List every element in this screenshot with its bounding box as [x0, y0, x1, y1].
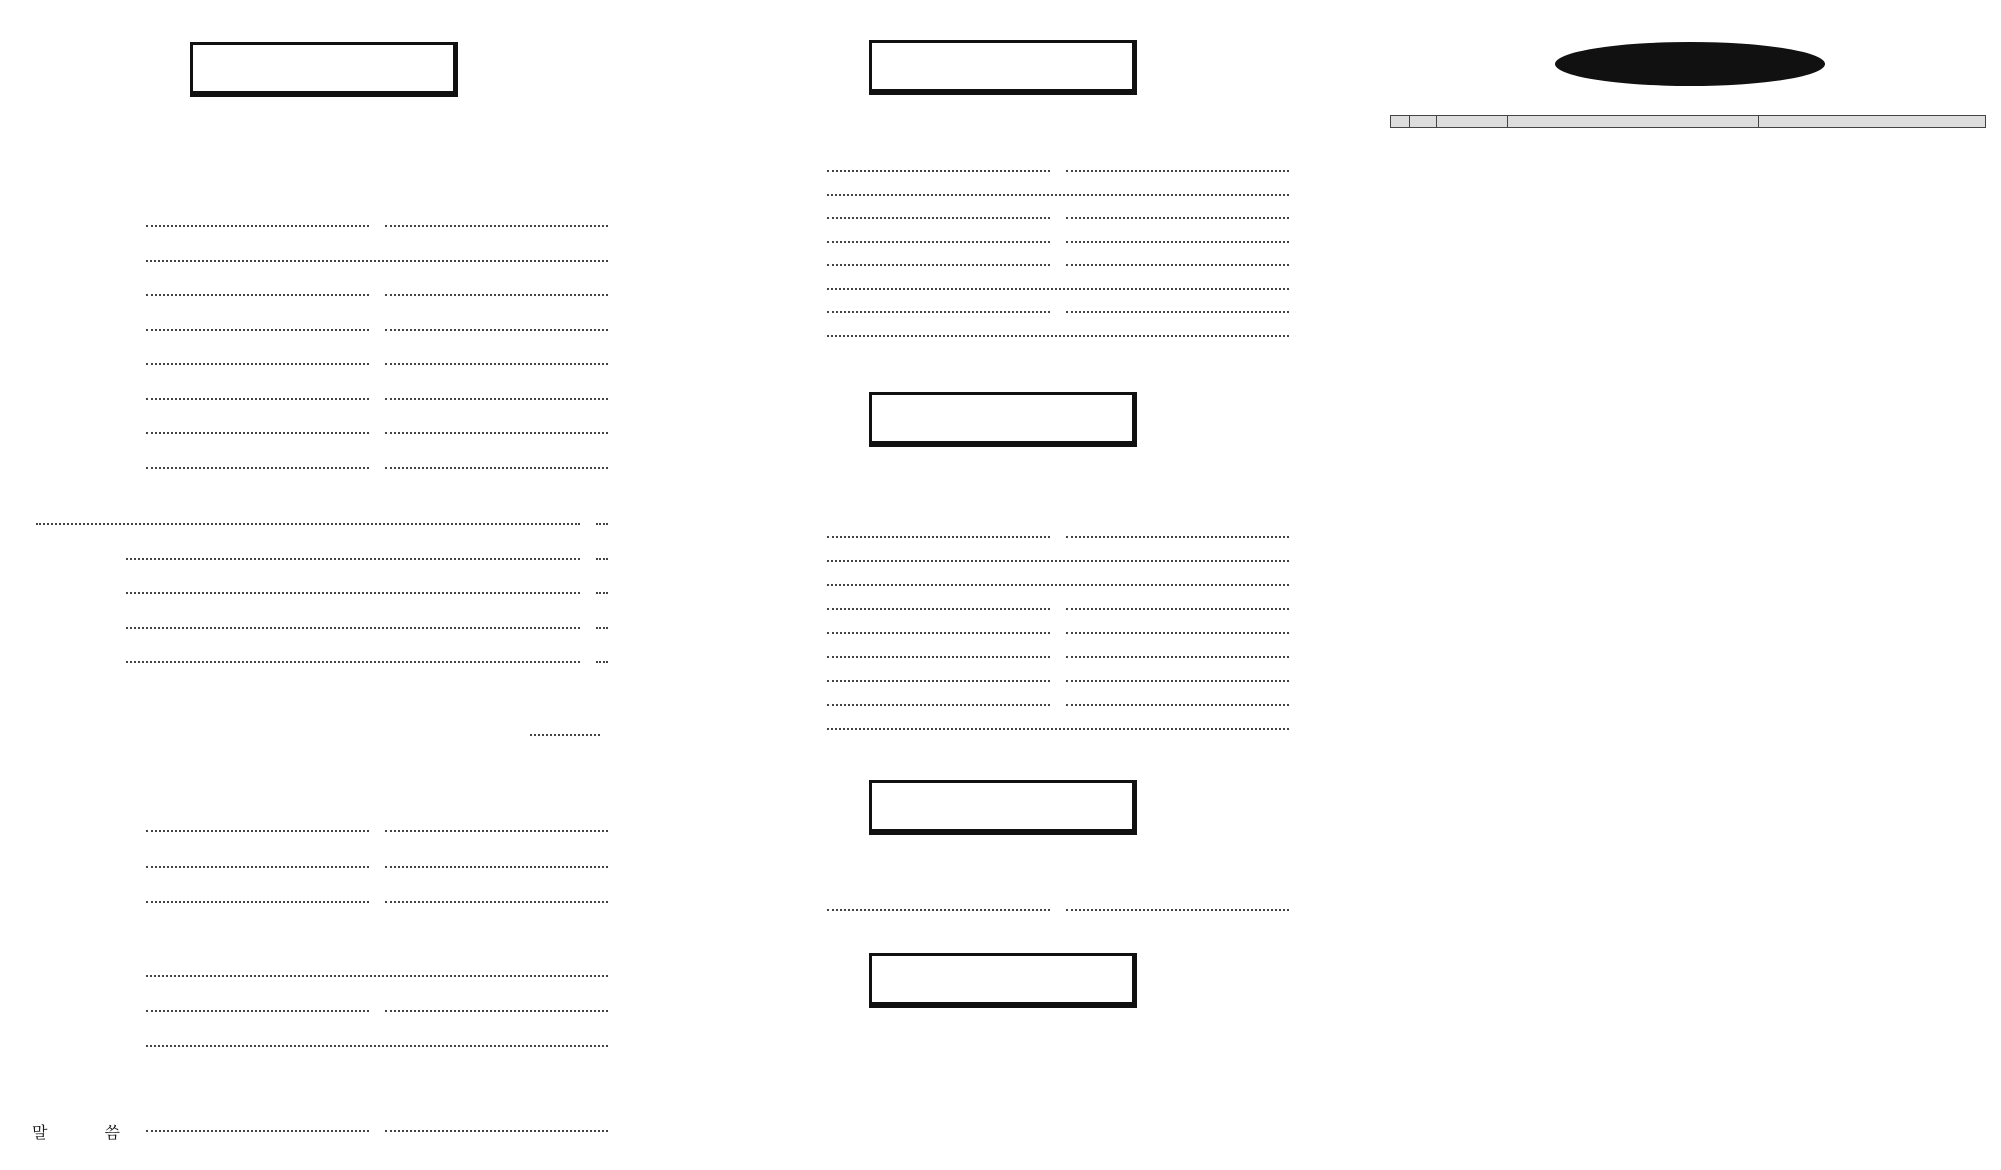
- leader-dots: [1066, 217, 1289, 219]
- leader-dots: [596, 661, 608, 663]
- leader-dots: [146, 975, 608, 977]
- order-row: [713, 620, 1293, 646]
- order-row: [713, 668, 1293, 694]
- leader-dots: [827, 632, 1050, 634]
- leader-dots: [146, 1010, 369, 1012]
- leader-dots: [385, 225, 608, 227]
- leader-dots: [827, 728, 1289, 730]
- youth-header: [32, 1088, 612, 1114]
- anthem-row: [32, 511, 612, 537]
- wed-title: [869, 392, 1137, 447]
- order-row: [713, 205, 1293, 231]
- leader-dots: [596, 558, 608, 560]
- leader-dots: [385, 329, 608, 331]
- anthem-row: [32, 649, 612, 675]
- order-row: [713, 692, 1293, 718]
- leader-dots: [827, 680, 1050, 682]
- leader-dots: [385, 294, 608, 296]
- order-row: [713, 897, 1293, 923]
- sunday-title: [190, 42, 458, 97]
- order-row: [32, 351, 612, 377]
- leader-dots: [1066, 264, 1289, 266]
- order-row: [713, 524, 1293, 550]
- leader-dots: [596, 592, 608, 594]
- order-row: [713, 158, 1293, 184]
- leader-dots: [146, 398, 369, 400]
- header-part: [1391, 116, 1410, 128]
- leader-dots: [1066, 704, 1289, 706]
- anthem-row: [32, 580, 612, 606]
- sermon-row: [32, 722, 612, 748]
- leader-dots: [146, 329, 369, 331]
- leader-dots: [827, 217, 1050, 219]
- leader-dots: [596, 523, 608, 525]
- friday-date: [713, 1058, 1293, 1084]
- order-row: [713, 276, 1293, 302]
- leader-dots: [385, 398, 608, 400]
- header-place: [1437, 116, 1508, 128]
- leader-dots: [126, 661, 580, 663]
- leader-dots: [1066, 909, 1289, 911]
- leader-dots: [827, 560, 1289, 562]
- leader-dots: [827, 288, 1289, 290]
- leader-dots: [126, 558, 580, 560]
- order-row: [713, 644, 1293, 670]
- leader-dots: [126, 592, 580, 594]
- leader-dots: [146, 225, 369, 227]
- leader-dots: [146, 432, 369, 434]
- leader-dots: [1066, 632, 1289, 634]
- friday-title: [869, 953, 1137, 1008]
- leader-dots: [827, 264, 1050, 266]
- leader-dots: [827, 170, 1050, 172]
- header-offering: [1508, 116, 1759, 128]
- leader-dots: [827, 656, 1050, 658]
- youth-sermon-label: 말 씀: [32, 1122, 122, 1142]
- order-row: [713, 548, 1293, 574]
- header-usher: [1759, 116, 1986, 128]
- order-row: [32, 248, 612, 274]
- order-row: [32, 213, 612, 239]
- dawn-time: [713, 870, 1293, 896]
- leader-dots: [1066, 680, 1289, 682]
- order-row: [713, 716, 1293, 742]
- order-row: [32, 1033, 612, 1059]
- order-row: [713, 182, 1293, 208]
- order-row: [32, 818, 612, 844]
- leader-dots: [827, 335, 1289, 337]
- order-row: [32, 854, 612, 880]
- leader-dots: [827, 536, 1050, 538]
- anthem-row: [32, 546, 612, 572]
- leader-dots: [146, 467, 369, 469]
- order-row: [32, 420, 612, 446]
- leader-dots: [827, 194, 1289, 196]
- leader-dots: [1066, 608, 1289, 610]
- leader-dots: [385, 363, 608, 365]
- leader-dots: [385, 901, 608, 903]
- anthem-row: [32, 615, 612, 641]
- leader-dots: [36, 523, 580, 525]
- leader-dots: [126, 627, 580, 629]
- order-row: [713, 299, 1293, 325]
- leader-dots: [146, 1045, 608, 1047]
- leader-dots: [385, 1010, 608, 1012]
- leader-dots: [385, 830, 608, 832]
- leader-dots: [596, 627, 608, 629]
- dawn-title: [869, 780, 1137, 835]
- order-row: [32, 317, 612, 343]
- officers-title: [1555, 42, 1825, 86]
- order-row: [713, 596, 1293, 622]
- order-row: [32, 282, 612, 308]
- order-row: [713, 252, 1293, 278]
- order-row: [32, 998, 612, 1024]
- leader-dots: [146, 830, 369, 832]
- leader-dots: [385, 432, 608, 434]
- youth-sermon-row: [32, 1118, 612, 1144]
- order-row: [32, 455, 612, 481]
- leader-dots: [1066, 241, 1289, 243]
- leader-dots: [827, 608, 1050, 610]
- leader-dots: [385, 467, 608, 469]
- leader-dots: [146, 363, 369, 365]
- leader-dots: [827, 241, 1050, 243]
- order-row: [32, 386, 612, 412]
- order-row: [32, 889, 612, 915]
- leader-dots: [827, 704, 1050, 706]
- order-row: [32, 963, 612, 989]
- leader-dots: [1066, 536, 1289, 538]
- order-row: [713, 572, 1293, 598]
- table-header: [1391, 116, 1986, 128]
- leader-dots: [1066, 656, 1289, 658]
- leader-dots: [146, 901, 369, 903]
- leader-dots: [146, 866, 369, 868]
- officers-table: [1390, 115, 1986, 128]
- header-district: [1410, 116, 1437, 128]
- order-row: [713, 323, 1293, 349]
- leader-dots: [827, 311, 1050, 313]
- leader-dots: [1066, 311, 1289, 313]
- order-row: [713, 229, 1293, 255]
- leader-dots: [1066, 170, 1289, 172]
- leader-dots: [385, 866, 608, 868]
- leader-dots: [146, 260, 608, 262]
- leader-dots: [827, 909, 1050, 911]
- leader-dots: [146, 294, 369, 296]
- leader-dots: [827, 584, 1289, 586]
- praise-title: [869, 40, 1137, 95]
